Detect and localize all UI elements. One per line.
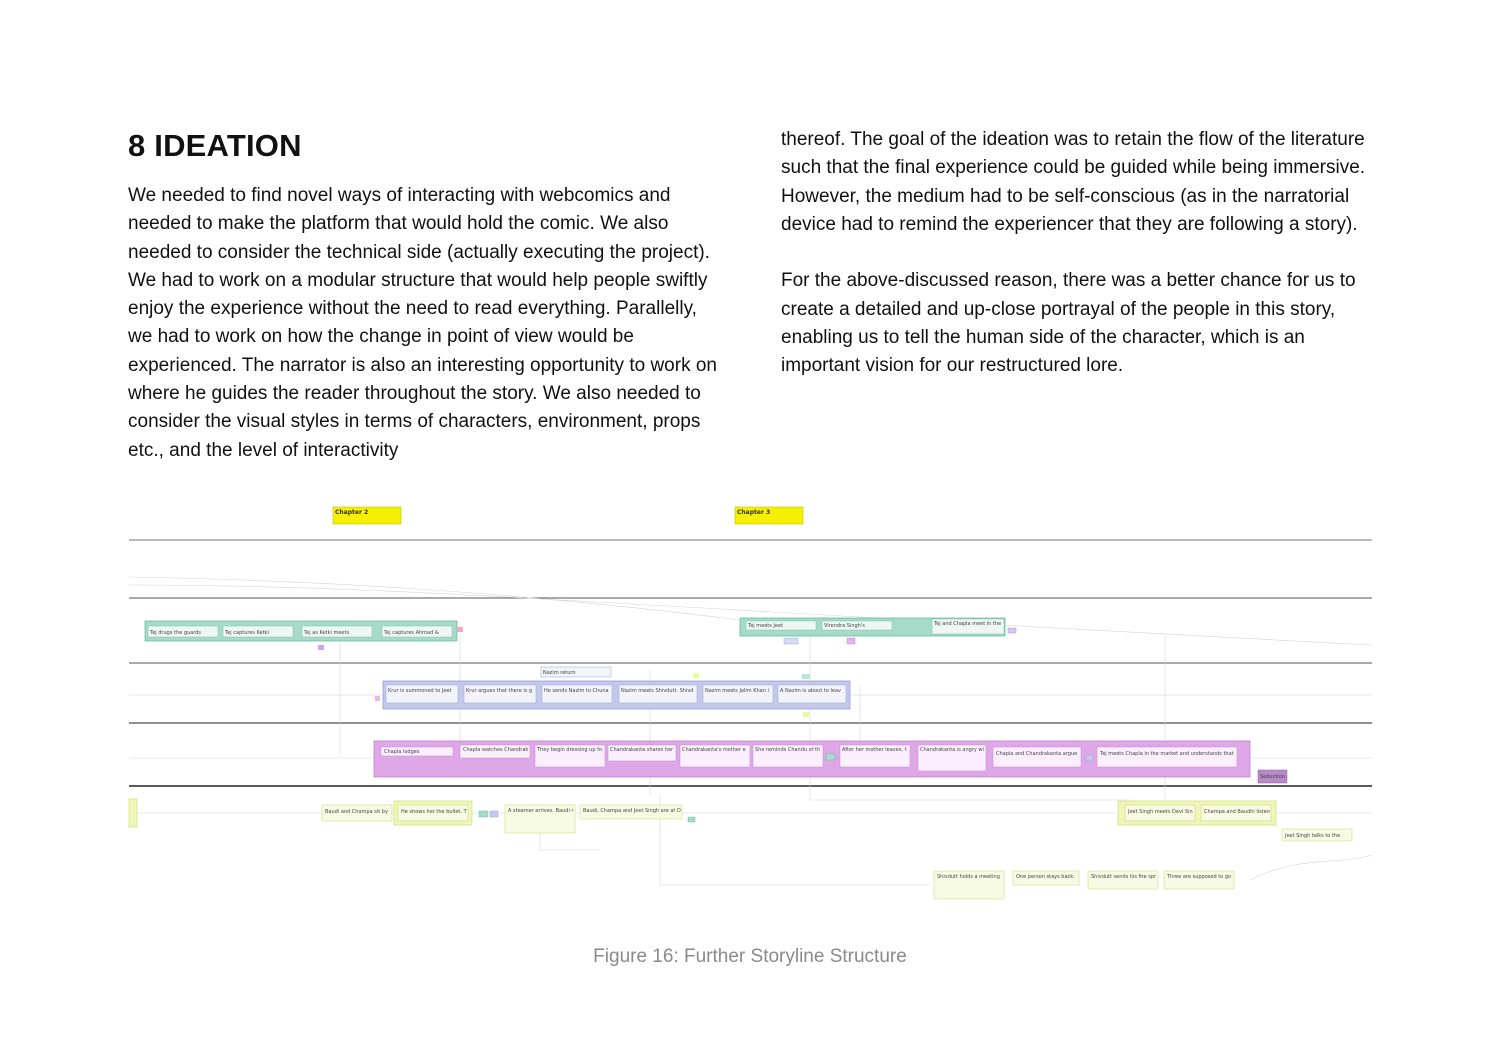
chapter-label — [333, 507, 401, 524]
chapter-label — [735, 507, 803, 524]
story-card: Baudi, Champa and Jeet Singh are at D — [583, 808, 681, 814]
story-card: One person stays back. — [1016, 874, 1075, 880]
svg-text:Chapter 3: Chapter 3 — [737, 509, 771, 516]
paragraph: We needed to find novel ways of interacting with webcomics and needed to make the platform that would hold the comic. We also needed to consider the technical side (actually executing the project). We had to work on a modular structure that would help people swiftly enjoy the experience without the need to read everything. Parallelly, we had to work on how the change in point of view would be experienced. The narrator is also an interesting opportunity to work on where he guides the reader throughout the story. We also needed to consider the visual styles in terms of characters, environment, props etc., and the level of interactivity — [128, 185, 717, 461]
storyline-diagram — [0, 495, 1500, 915]
story-card: Chandrakanta's mother e — [682, 747, 746, 753]
story-card: Virendra Singh's — [824, 623, 865, 629]
story-card: Tej drugs the guards — [150, 630, 201, 636]
story-card: He shows her the bullet. T — [401, 809, 467, 815]
lane-nazim — [375, 667, 850, 717]
story-card: Chapla watches Chandrak — [463, 747, 529, 753]
story-card: Shivdutt sends his fire spr — [1091, 874, 1157, 880]
lane-chapla — [374, 741, 1287, 783]
story-card: Seduction — [1260, 774, 1285, 780]
lane-shivdutt — [934, 871, 1234, 899]
story-card: Tej meets Jeet — [748, 623, 784, 629]
story-card: Baudi and Champa sit by — [325, 809, 388, 815]
story-card: After her mother leaves, t — [842, 747, 907, 753]
story-card: He sends Nazim to Chuna — [544, 688, 609, 694]
svg-text:Chapter 2: Chapter 2 — [335, 509, 369, 516]
body-column-left — [128, 182, 718, 465]
story-card: Chapla and Chandrakanta argue — [996, 751, 1078, 757]
lane-tej — [145, 618, 1016, 650]
story-card: Krur argues that there is g — [466, 688, 533, 694]
body-column-right — [781, 126, 1381, 381]
story-card: A Nazim is about to leav — [780, 688, 841, 694]
story-card: Nazim return — [543, 670, 576, 676]
story-card: Nazim meets Jalim Khan i — [705, 688, 769, 694]
section-heading: 8 IDEATION — [128, 128, 302, 163]
story-card: She reminds Chandu of th — [755, 747, 821, 753]
figure-caption: Figure 16: Further Storyline Structure — [593, 946, 907, 967]
paragraph: For the above-discussed reason, there was a better chance for us to create a detailed and up-close portrayal of the people in this story, enabling us to tell the human side of the character, which is an important vision for our restructured lore. — [781, 270, 1356, 377]
story-card: Tej captures Ahmad & — [384, 630, 439, 636]
story-card: Chapla lodges — [384, 749, 420, 755]
story-card: Tej and Chapla meet in the — [934, 621, 1002, 627]
story-card: Jeet Singh talks to the — [1285, 833, 1341, 839]
story-card: Three are supposed to go — [1167, 874, 1232, 880]
story-card: Shivdutt holds a meeting — [937, 874, 1000, 880]
lane-baudi — [129, 799, 1352, 841]
story-card: Tej meets Chapla in the market and understands that — [1100, 751, 1234, 757]
story-card: Tej as Ketki meets — [304, 630, 350, 636]
story-card: Krur is summoned to Jeet — [388, 688, 452, 694]
story-card: Champa and Baudhi listen — [1204, 809, 1270, 815]
story-card: Tej captures Ketki — [225, 630, 269, 636]
story-card: Chandrakanta shares her — [610, 747, 674, 753]
story-card: They begin dressing up fo — [537, 747, 602, 753]
story-card: Chandrakanta is angry wi — [920, 747, 984, 753]
story-card: A steamer arrives. Baudi r — [508, 808, 574, 814]
story-card: Nazim meets Shivdutt. Shivd — [621, 688, 694, 694]
paragraph: thereof. The goal of the ideation was to retain the flow of the literature such that the final experience could be guided while being immersive. However, the medium had to be self-conscious (as in the narratorial device had to remind the experiencer that they are following a story). — [781, 129, 1366, 235]
story-card: Jeet Singh meets Devi Sin — [1128, 809, 1193, 815]
